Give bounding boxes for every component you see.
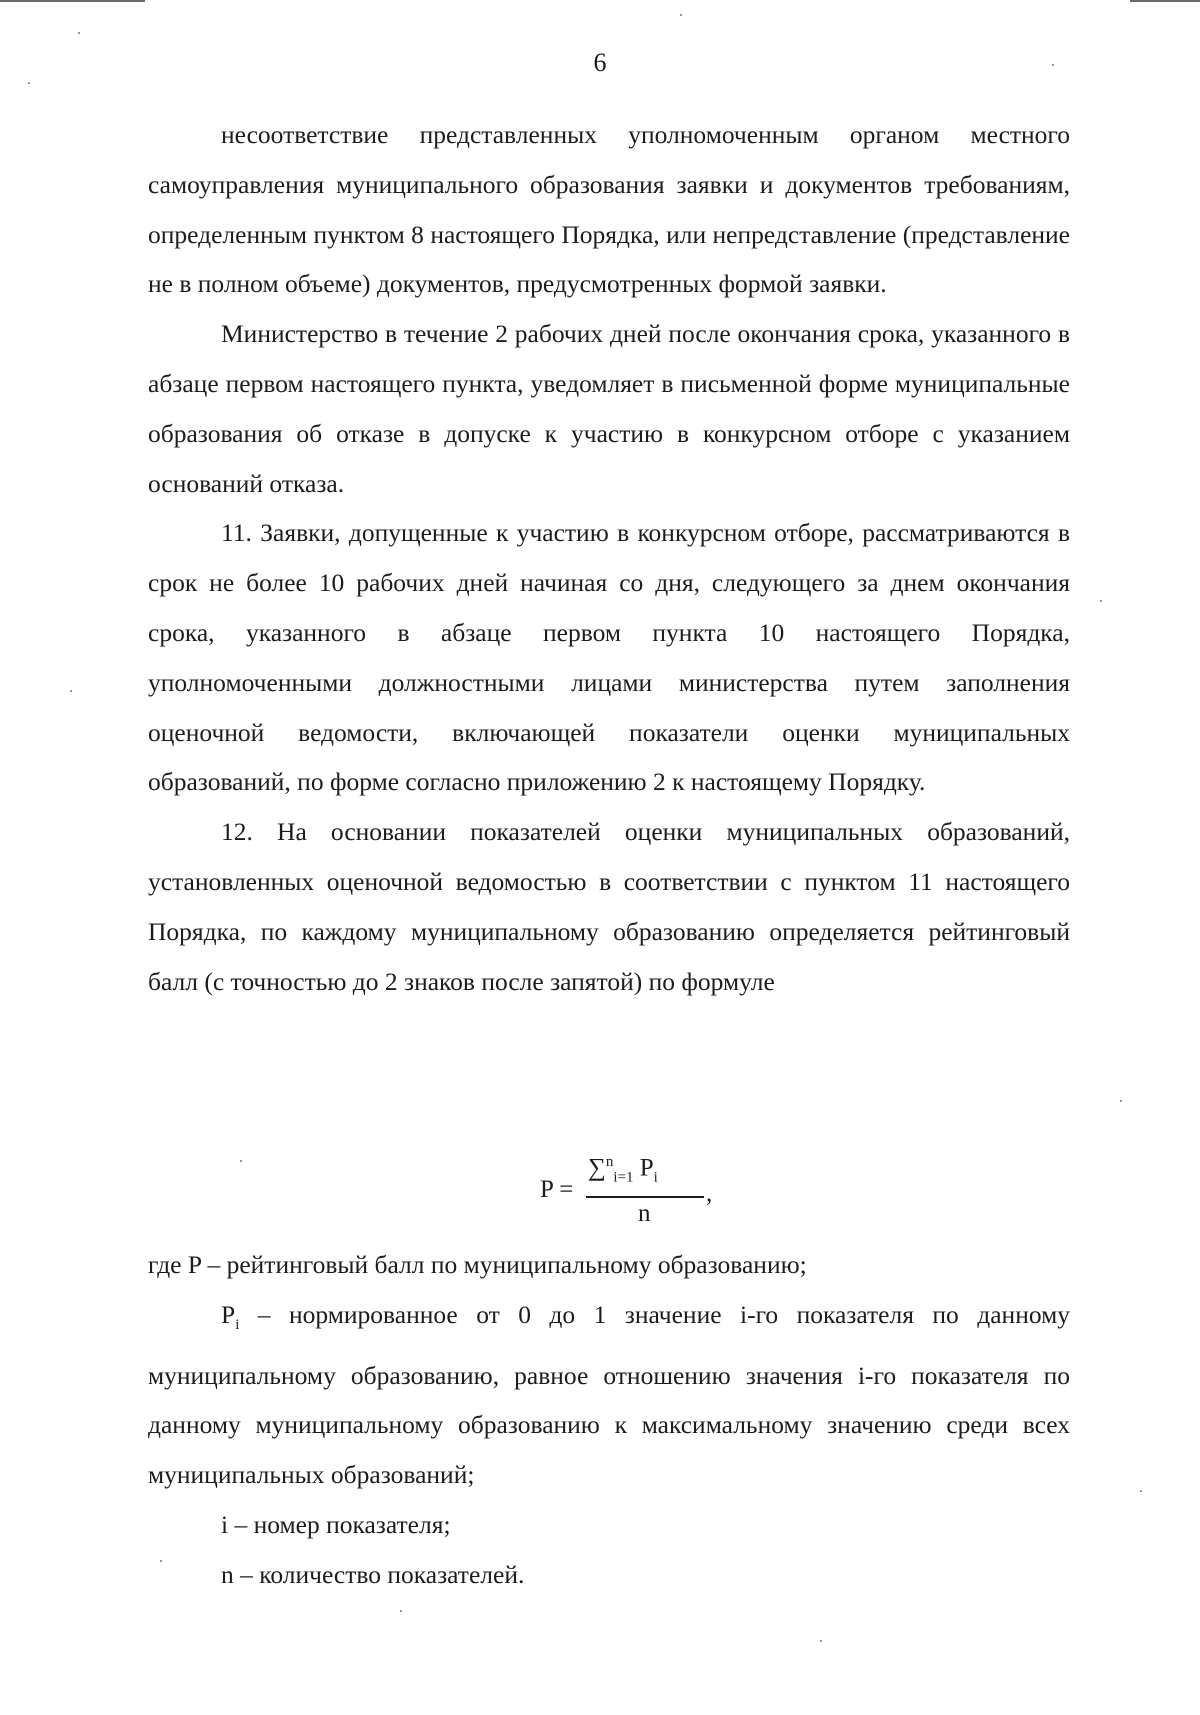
formula-numerator bbox=[588, 1154, 658, 1186]
formula-comma: , bbox=[706, 1180, 713, 1207]
definition-i: i – номер показателя; bbox=[221, 1510, 451, 1540]
scan-speck bbox=[400, 1610, 402, 1612]
paragraph-item-11: 11. Заявки, допущенные к участию в конкурсном отборе, рассматриваются в срок не более 10 рабочих дней начиная со дня, следующего за днем окончания срока, указанного в абзаце первом пункта 10 настоящего Порядка, уполномоченными должностными лицами министерства путем заполнения оценочной ведомости, включающей показатели оценки муниципальных образований, по форме согласно приложению 2 к настоящему Порядку. bbox=[148, 518, 1070, 797]
scan-speck bbox=[70, 690, 72, 692]
definition-pi-symbol: P bbox=[221, 1299, 236, 1329]
formula-term-sub: i bbox=[653, 1169, 658, 1186]
scan-speck bbox=[1140, 1490, 1142, 1492]
scan-speck bbox=[160, 1560, 162, 1562]
page-number: 6 bbox=[593, 48, 607, 77]
definition-pi-sub: i bbox=[235, 1316, 240, 1333]
paragraph-item-12: 12. На основании показателей оценки муниципальных образований, установленных оценочной ведомостью в соответствии с пунктом 11 настоящего Порядка, по каждому муниципальному образованию определяется рейтинговый балл (с точностью до 2 знаков после запятой) по формуле bbox=[148, 817, 1070, 996]
formula-fraction-line bbox=[586, 1196, 704, 1198]
body-text-top bbox=[148, 110, 1070, 1006]
rating-formula bbox=[540, 1154, 740, 1234]
scan-speck bbox=[1052, 64, 1054, 66]
scan-speck bbox=[820, 1640, 822, 1642]
scan-edge-line-right bbox=[1130, 0, 1200, 2]
scan-speck bbox=[680, 14, 682, 16]
definition-n: n – количество показателей. bbox=[221, 1559, 525, 1589]
paragraph-ministry-notice: Министерство в течение 2 рабочих дней после окончания срока, указанного в абзаце первом настоящего пункта, уведомляет в письменной форме муниципальные образования об отказе в допуске к участию в конкурсном отборе с указанием оснований отказа. bbox=[148, 319, 1070, 498]
definition-pi-text: – нормированное от 0 до 1 значение i-го показателя по данному муниципальному образованию, равное отношению значения i-го показателя по данному муниципальному образованию к максимальному значению среди всех муниципальных образований; bbox=[148, 1299, 1070, 1490]
scan-speck bbox=[1100, 600, 1102, 602]
formula-lhs: P = bbox=[540, 1176, 574, 1203]
paragraph-continuation: несоответствие представленных уполномоченным органом местного самоуправления муниципального образования заявки и документов требованиям, определенным пунктом 8 настоящего Порядка, или непредставление (представление не в полном объеме) документов, предусмотренных формой заявки. bbox=[148, 120, 1070, 299]
formula-sum-symbol: ∑ bbox=[588, 1154, 606, 1182]
formula-sum-upper: n bbox=[605, 1154, 614, 1170]
scan-speck bbox=[78, 32, 80, 34]
definition-pi bbox=[148, 1290, 1070, 1500]
scan-edge-line-left bbox=[0, 0, 145, 2]
body-text-bottom bbox=[148, 1240, 1070, 1600]
scan-speck bbox=[240, 1160, 242, 1162]
formula-sum-lower: i=1 bbox=[613, 1169, 634, 1186]
scan-speck bbox=[28, 82, 30, 84]
formula-term: P bbox=[639, 1154, 654, 1182]
formula-denominator: n bbox=[638, 1200, 651, 1227]
definition-p: где P – рейтинговый балл по муниципальному образованию; bbox=[148, 1250, 807, 1279]
scan-speck bbox=[1120, 1100, 1122, 1102]
